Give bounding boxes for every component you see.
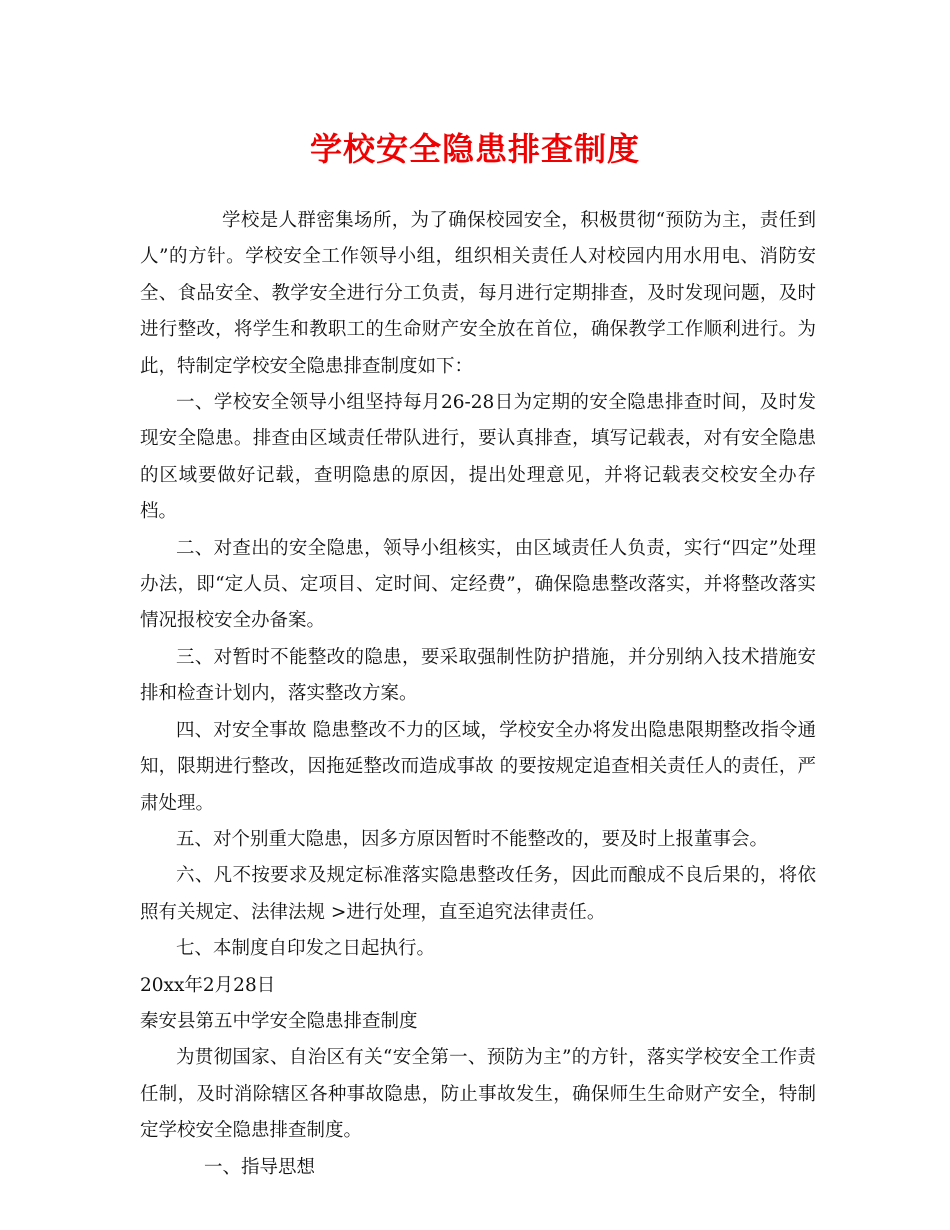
second-document-title: 秦安县第五中学安全隐患排查制度	[140, 1010, 418, 1032]
second-intro-paragraph: 为贯彻国家、自治区有关“安全第一、预防为主”的方针，落实学校安全工作责任制，及时消除辖区各种事故隐患，防止事故发生，确保师生生命财产安全，特制定学校安全隐患排查制度。	[140, 1047, 816, 1142]
document-title: 学校安全隐患排查制度	[309, 130, 640, 168]
document-date: 20xx年2月28日	[140, 974, 276, 996]
item-paragraph-7: 七、本制度自印发之日起执行。	[176, 938, 436, 960]
section-heading: 一、指导思想	[204, 1156, 316, 1178]
item-paragraph-2: 二、对查出的安全隐患，领导小组核实，由区域责任人负责，实行“四定”处理办法，即“定人员、定项目、定时间、定经费”，确保隐患整改落实，并将整改落实情况报校安全办备案。	[140, 537, 816, 632]
item-paragraph-1: 一、学校安全领导小组坚持每月26-28日为定期的安全隐患排查时间，及时发现安全隐患。排查由区域责任带队进行，要认真排查，填写记载表，对有安全隐患的区域要做好记载，查明隐患的原因，提出处理意见，并将记载表交校安全办存档。	[140, 392, 816, 523]
item-paragraph-4: 四、对安全事故 隐患整改不力的区域，学校安全办将发出隐患限期整改指令通知，限期进行整改，因拖延整改而造成事故 的要按规定追查相关责任人的责任，严肃处理。	[140, 719, 816, 814]
item-paragraph-6: 六、凡不按要求及规定标准落实隐患整改任务，因此而酿成不良后果的，将依照有关规定、法律法规 >进行处理，直至追究法律责任。	[140, 865, 816, 923]
item-paragraph-3: 三、对暂时不能整改的隐患，要采取强制性防护措施，并分别纳入技术措施安排和检查计划内，落实整改方案。	[140, 646, 816, 705]
intro-paragraph: 学校是人群密集场所，为了确保校园安全，积极贯彻“预防为主，责任到人”的方针。学校安全工作领导小组，组织相关责任人对校园内用水用电、消防安全、食品安全、教学安全进行分工负责，每月进行定期排查，及时发现问题，及时进行整改，将学生和教职工的生命财产安全放在首位，确保教学工作顺利进行。为此，特制定学校安全隐患排查制度如下：	[140, 210, 816, 377]
document-body	[140, 203, 816, 1186]
item-paragraph-5: 五、对个别重大隐患，因多方原因暂时不能整改的，要及时上报董事会。	[176, 828, 769, 850]
